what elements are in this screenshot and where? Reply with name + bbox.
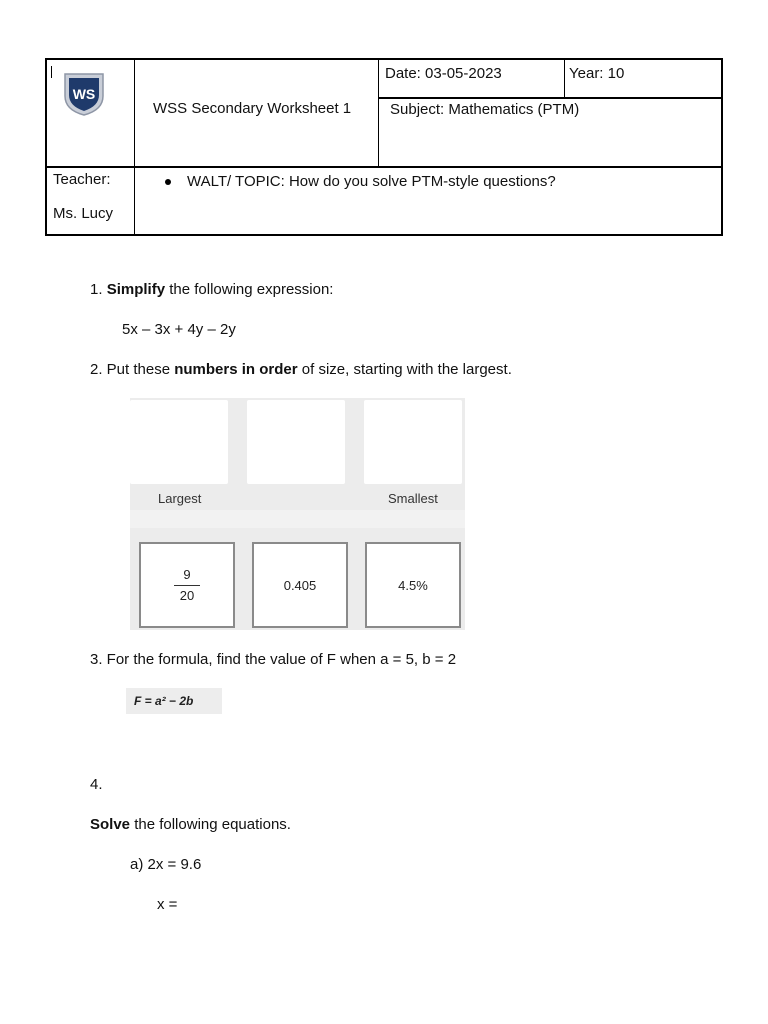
question-3: 3. For the formula, find the value of F when a = 5, b = 2 xyxy=(90,651,457,668)
answer-slot-2 xyxy=(247,400,345,484)
svg-text:WS: WS xyxy=(72,86,96,102)
year-field: Year: 10 xyxy=(569,65,625,82)
smallest-label: Smallest xyxy=(388,491,438,506)
fraction-denominator: 20 xyxy=(179,587,195,603)
teacher-name: Ms. Lucy xyxy=(53,205,114,222)
question-4-number: 4. xyxy=(90,776,103,793)
teacher-label: Teacher: xyxy=(53,171,111,188)
question-1: 1. Simplify the following expression: xyxy=(90,281,334,298)
subject-field: Subject: Mathematics (PTM) xyxy=(390,101,580,118)
fraction-numerator: 9 xyxy=(183,566,191,582)
gap-band xyxy=(130,510,465,528)
school-logo xyxy=(61,70,107,116)
answer-slot-3 xyxy=(364,400,462,484)
largest-label: Largest xyxy=(158,491,202,506)
header-table xyxy=(45,58,723,236)
walt-topic: WALT/ TOPIC: How do you solve PTM-style questions? xyxy=(165,173,556,191)
question-4-part-a: a) 2x = 9.6 xyxy=(130,856,202,873)
fraction-bar xyxy=(174,585,200,586)
question-2: 2. Put these numbers in order of size, starting with the largest. xyxy=(90,361,512,378)
stray-mark xyxy=(51,66,52,78)
bullet-icon xyxy=(165,179,171,185)
number-card-percent: 4.5% xyxy=(365,542,461,628)
number-card-fraction xyxy=(139,542,235,628)
date-field: Date: 03-05-2023 xyxy=(385,65,502,82)
question-1-expression: 5x – 3x + 4y – 2y xyxy=(122,321,236,338)
number-card-decimal: 0.405 xyxy=(252,542,348,628)
question-4: Solve the following equations. xyxy=(90,816,291,833)
formula-box: F = a² − 2b xyxy=(126,688,222,714)
answer-slot-1 xyxy=(130,400,228,484)
answer-line: x = xyxy=(157,896,178,913)
worksheet-title: WSS Secondary Worksheet 1 xyxy=(153,100,352,117)
ordering-graphic xyxy=(130,398,465,630)
